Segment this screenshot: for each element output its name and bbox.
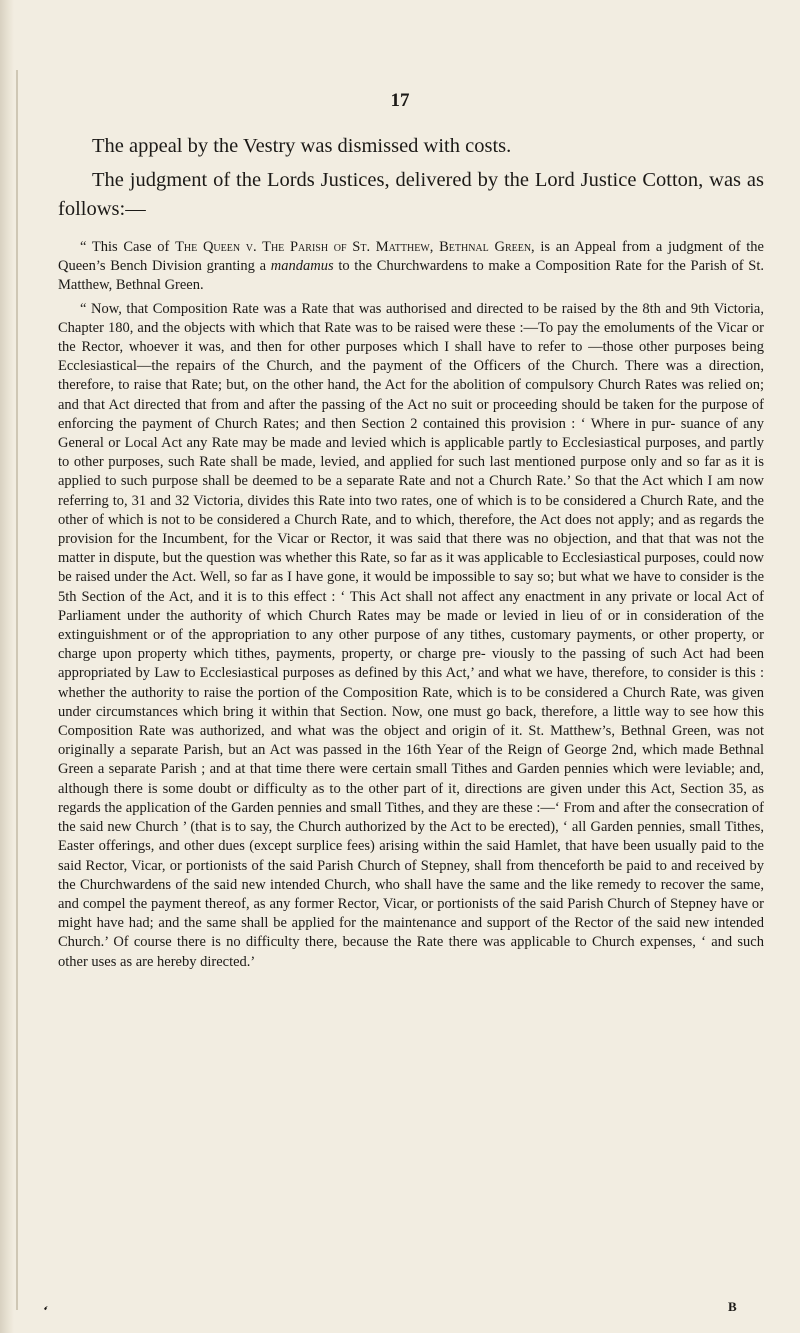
page-body (58, 132, 764, 972)
lead-paragraph-judgment: The judgment of the Lords Justices, delivered by the Lord Justice Cotton, was as follows:— (58, 169, 764, 220)
judgment-paragraph-composition-rate: “ Now, that Composition Rate was a Rate that was authorised and directed to be raised by the 8th and 9th Victoria, Chapter 180, and the objects with which that Rate was to be raised were these :—To pay the emoluments of the Vicar or the Rector, whoever it was, and then for other purposes which I shall have to refer to —those other purposes being Ecclesiastical—the repairs of the Church, and the payment of the Officers of the Church. There was a direction, therefore, to raise that Rate; but, on the other hand, the Act for the abolition of compulsory Church Rates was relied on; and that Act directed that from and after the passing of the Act no suit or proceeding should be taken for the purpose of enforcing the payment of Church Rates; and then Section 2 contained this provision : ‘ Where in pur- suance of any General or Local Act any Rate may be made and levied which is applicable partly to Ecclesiastical purposes, and partly to other purposes, such Rate shall be made, levied, and applied for such last mentioned purpose only and so far as it is applied to such purpose shall be deemed to be a separate Rate and not a Church Rate.’ So that the Act which I am now referring to, 31 and 32 Victoria, divides this Rate into two rates, one of which is to be considered a Church Rate, and the other of which is not to be considered a Church Rate, and to which, therefore, the Act does not apply; and as regards the provision for the Incumbent, for the Vicar or Rector, it was said that there was no objection, and that that was not the matter in dispute, but the question was whether this Rate, so far as it was applicable to Ecclesiastical purposes, could now be raised under the Act. Well, so far as I have gone, it would be impossible to say so; but what we have to consider is the 5th Section of the Act, and it is to this effect : ‘ This Act shall not affect any enactment in any private or local Act of Parliament under the authority of which Church Rates may be made or levied in lieu of or in consideration of the extinguishment or of the appropriation to any other purpose of any tithes, customary payments, or other property, or charge upon property which tithes, payments, property, or charge pre- viously to the passing of such Act had been appropriated by Law to Ecclesiastical purposes as defined by this Act,’ and what we have, therefore, to consider is this : whether the authority to raise the portion of the Composition Rate, which is to be considered a Church Rate, was given under circumstances which bring it within that Section. Now, one must go back, therefore, a little way to see how this Composition Rate was authorized, and what was the object and origin of it. St. Matthew’s, Bethnal Green, was not originally a separate Parish, but an Act was passed in the 16th Year of the Reign of George 2nd, which made Bethnal Green a separate Parish ; and at that time there were certain small Tithes and Garden pennies which were leviable; and, although there is some doubt or difficulty as to the other part of it, directions are given under this Act, Section 35, as regards the application of the Garden pennies and small Tithes, and they are these :—‘ From and after the consecration of the said new Church ’ (that is to say, the Church authorized by the Act to be erected), ‘ all Garden pennies, small Tithes, Easter offerings, and other dues (except surplice fees) arising within the said Hamlet, that have been usually paid to the said Rector, Vicar, or portionists of the said Parish Church of Stepney, shall from thenceforth be paid to and received by the Churchwardens of the said new intended Church, who shall have the same and the like remedy to recover the same, and compel the payment thereof, as any former Rector, Vicar, or portionists of the said Parish Church of Stepney have or might have had; and the same shall be applied for the maintenance and support of the Rector of the said new intended Church.’ Of course there is no difficulty there, because the Rate there was applicable to Church expenses, ‘ and such other uses as are hereby directed.’ (58, 300, 764, 970)
mandamus-term: mandamus (270, 258, 334, 275)
signature-mark: B (728, 1299, 737, 1314)
page-number: 17 (390, 90, 410, 111)
case-closing-text: to the Churchwardens to make a Composition Rate for the Parish of St. Matthew, Bethnal Green. (58, 258, 765, 294)
case-intro-text: “ This Case of (80, 239, 176, 255)
binding-gutter (0, 0, 14, 1333)
margin-mark: ❛ (38, 1303, 50, 1317)
lead-paragraph-appeal: The appeal by the Vestry was dismissed with costs. (92, 135, 512, 157)
binding-rule (16, 70, 18, 1310)
case-title: The Queen v. The Parish of St. Matthew, Bethnal Green, (175, 239, 535, 255)
case-middle-text: is an Appeal from a judgment of the Queen’s Bench Division granting a (58, 239, 764, 275)
judgment-paragraph-case (58, 238, 764, 296)
